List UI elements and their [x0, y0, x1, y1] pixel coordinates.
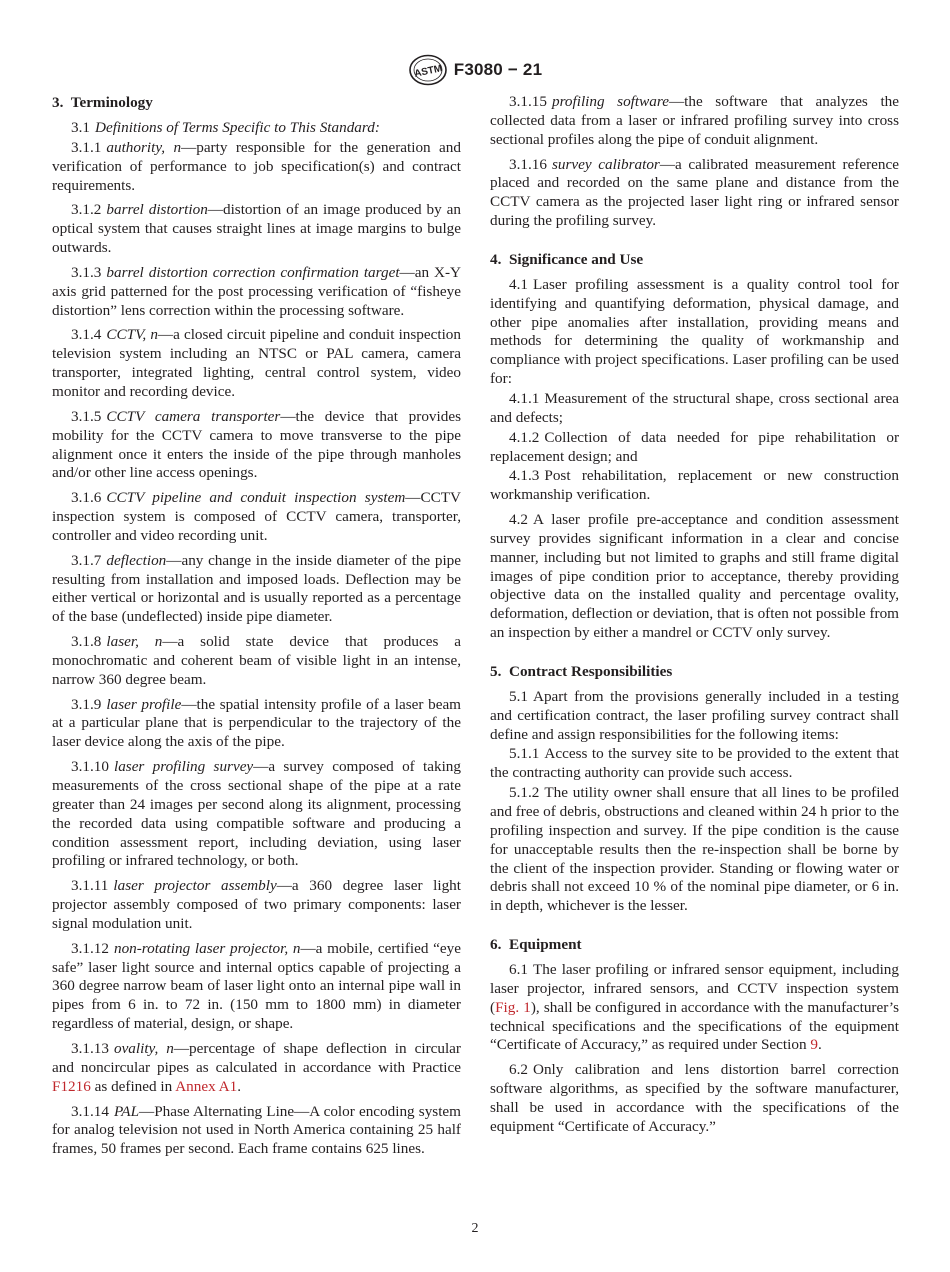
link-section-9[interactable]: 9: [810, 1036, 818, 1054]
definition-3-1-5: 3.1.5 CCTV camera transporter—the device that provides mobility for the CCTV camera to move transverse to the pipe alignment once it enters the inside of the pipe through manholes and/or other line access openings.: [52, 407, 461, 482]
para-6-2: 6.2 Only calibration and lens distortion barrel correction software algorithms, as specified by the software manufacturer, shall be used in accordance with the specifications of the equipment “Certificate of Accuracy.”: [490, 1061, 899, 1135]
defined-term: CCTV pipeline and conduit inspection system: [106, 489, 406, 507]
left-column: [52, 93, 461, 1165]
link-f1216[interactable]: F1216: [52, 1077, 91, 1095]
definition-3-1-13: 3.1.13 ovality, n—percentage of shape deflection in circular and noncircular pipes as calculated in accordance with Practice F1216 as defined in Annex A1.: [52, 1039, 461, 1095]
defined-term: laser projector assembly: [113, 877, 277, 895]
para-5-1-2: 5.1.2 The utility owner shall ensure that all lines to be profiled and free of debris, obstructions and cleaned within 24 h prior to the profiling inspection and survey. If the pipe condition is the cause for unacceptable results then the re-inspection shall be borne by the client of the inspection provider. Standing or flowing water or debris shall not exceed 10 % of the nominal pipe diameter, or 6 in. in depth, whichever is the lesser.: [490, 784, 899, 915]
defined-term: laser, n: [106, 633, 163, 651]
defined-term: non-rotating laser projector, n: [113, 939, 301, 957]
definition-3-1-2: 3.1.2 barrel distortion—distortion of an image produced by an optical system that causes straight lines at image margins to bulge outwards.: [52, 201, 461, 257]
defined-term: survey calibrator: [551, 155, 660, 173]
definition-3-1-16: 3.1.16 survey calibrator—a calibrated measurement reference placed and recorded on the same plane and distance from the CCTV camera as the projected laser light ring or infrared sensor during the profiling survey.: [490, 155, 899, 230]
para-4-1-3: 4.1.3 Post rehabilitation, replacement or new construction workmanship verification.: [490, 467, 899, 504]
section-6-heading: 6. Equipment: [490, 936, 582, 954]
section-4-heading: 4. Significance and Use: [490, 250, 644, 268]
page-number: 2: [471, 1221, 479, 1236]
page-header: [0, 54, 950, 86]
definitions-list-left: [52, 139, 461, 1034]
defined-term: laser profiling survey: [113, 758, 254, 776]
definition-3-1-4: 3.1.4 CCTV, n—a closed circuit pipeline and conduit inspection television system including an NTSC or PAL camera, camera transporter, integrated lighting, central control system, video monitor and recording device.: [52, 326, 461, 400]
definition-3-1-1: 3.1.1 authority, n—party responsible for the generation and verification of performance to job specification(s) and contract requirements.: [52, 138, 461, 194]
link-fig-1[interactable]: Fig. 1: [495, 998, 531, 1016]
para-4-2: 4.2 A laser profile pre-acceptance and condition assessment survey provides significant information in a clear and concise manner, including but not limited to graphs and still frame digital images of pipe condition prior to acceptance, thereby providing objective data on the installed quality and percentage ovality, deformation, deflection or deviation, that is often not possible from an inspection by either a mandrel or CCTV only survey.: [490, 511, 899, 642]
para-6-1: 6.1 The laser profiling or infrared sensor equipment, including laser projector, infrared sensors, and CCTV inspection system (Fig. 1), shall be configured in accordance with the manufacturer’s technical specifications and the specifications of the equipment “Certificate of Accuracy,” as required under Section 9.: [490, 961, 899, 1054]
section-5-heading: 5. Contract Responsibilities: [490, 662, 673, 680]
para-5-1: 5.1 Apart from the provisions generally included in a testing and certification contract, the laser profiling survey contract shall define and assign responsibilities for the following items:: [490, 687, 899, 743]
astm-logo-icon: [408, 54, 448, 86]
para-3-1: 3.1 Definitions of Terms Specific to This Standard:: [71, 119, 380, 136]
para-4-1: 4.1 Laser profiling assessment is a quality control tool for identifying and quantifying deformation, physical damage, and other pipe anomalies after installation, providing means and methods for determining the quality of workmanship and compliance with project specifications. Laser profiling can be used for:: [490, 275, 899, 388]
right-column: [490, 93, 899, 1143]
defined-term: deflection: [106, 551, 167, 569]
definition-3-1-3: 3.1.3 barrel distortion correction confirmation target—an X-Y axis grid patterned for the post processing verification of “fisheye distortion” lens correction within the processing software.: [52, 263, 462, 319]
para-4-1-2: 4.1.2 Collection of data needed for pipe rehabilitation or replacement design; and: [490, 428, 899, 465]
section-3-heading: 3. Terminology: [52, 94, 153, 111]
definition-3-1-15: 3.1.15 profiling software—the software that analyzes the collected data from a laser or infrared profiling survey into cross sectional profiles along the pipe of conduit alignment.: [490, 93, 900, 148]
definition-3-1-10: 3.1.10 laser profiling survey—a survey composed of taking measurements of the cross sectional shape of the pipe at a rate greater than 24 images per second along its alignment, processing the recorded data using compatible software and producing a condition assessment report, including deviation, using laser profiling or infrared technology, or both.: [52, 758, 461, 870]
definition-3-1-6: 3.1.6 CCTV pipeline and conduit inspection system—CCTV inspection system is composed of CCTV camera, transporter, controller and video recording unit.: [52, 489, 461, 544]
definition-3-1-9: 3.1.9 laser profile—the spatial intensity profile of a laser beam at a particular plane that is perpendicular to the trajectory of the laser device along the axis of the pipe.: [52, 695, 461, 751]
definitions-list-right: [490, 93, 899, 231]
defined-term: authority, n: [106, 138, 182, 156]
definition-3-1-8: 3.1.8 laser, n—a solid state device that produces a monochromatic and coherent beam of visible light in an intense, narrow 360 degree beam.: [52, 633, 461, 688]
defined-term: barrel distortion: [106, 201, 208, 219]
defined-term: CCTV camera transporter: [106, 407, 281, 425]
definition-3-1-7: 3.1.7 deflection—any change in the inside diameter of the pipe resulting from installation and imposed loads. Deflection may be either vertical or horizontal and is usually reported as a percentage of the base (undeflected) inside pipe diameter.: [52, 551, 461, 626]
definition-3-1-14: 3.1.14 PAL—Phase Alternating Line—A color encoding system for analog television not used in North America containing 25 half frames, 50 frames per second. Each frame contains 625 lines.: [52, 1102, 461, 1158]
definition-3-1-12: 3.1.12 non-rotating laser projector, n—a mobile, certified “eye safe” laser light source and internal optics capable of projecting a 360 degree narrow beam of laser light onto an internal pipe wall in pipes from 6 in. to 72 in. (150 mm to 1800 mm) in diameter regardless of material, design, or shape.: [52, 939, 461, 1033]
para-4-1-1: 4.1.1 Measurement of the structural shape, cross sectional area and defects;: [490, 389, 899, 426]
defined-term: barrel distortion correction confirmation target: [106, 263, 400, 281]
para-5-1-1: 5.1.1 Access to the survey site to be provided to the extent that the contracting authority can provide such access.: [490, 745, 899, 782]
logo-text: ASTM: [413, 63, 444, 80]
defined-term: CCTV, n: [106, 326, 158, 344]
defined-term: laser profile: [106, 695, 182, 713]
standard-designation: F3080 − 21: [453, 60, 543, 79]
link-annex-a1[interactable]: Annex A1: [175, 1077, 238, 1095]
defined-term: profiling software: [551, 93, 669, 110]
definition-3-1-11: 3.1.11 laser projector assembly—a 360 degree laser light projector assembly composed of two primary components: laser signal modulation unit.: [52, 877, 461, 932]
